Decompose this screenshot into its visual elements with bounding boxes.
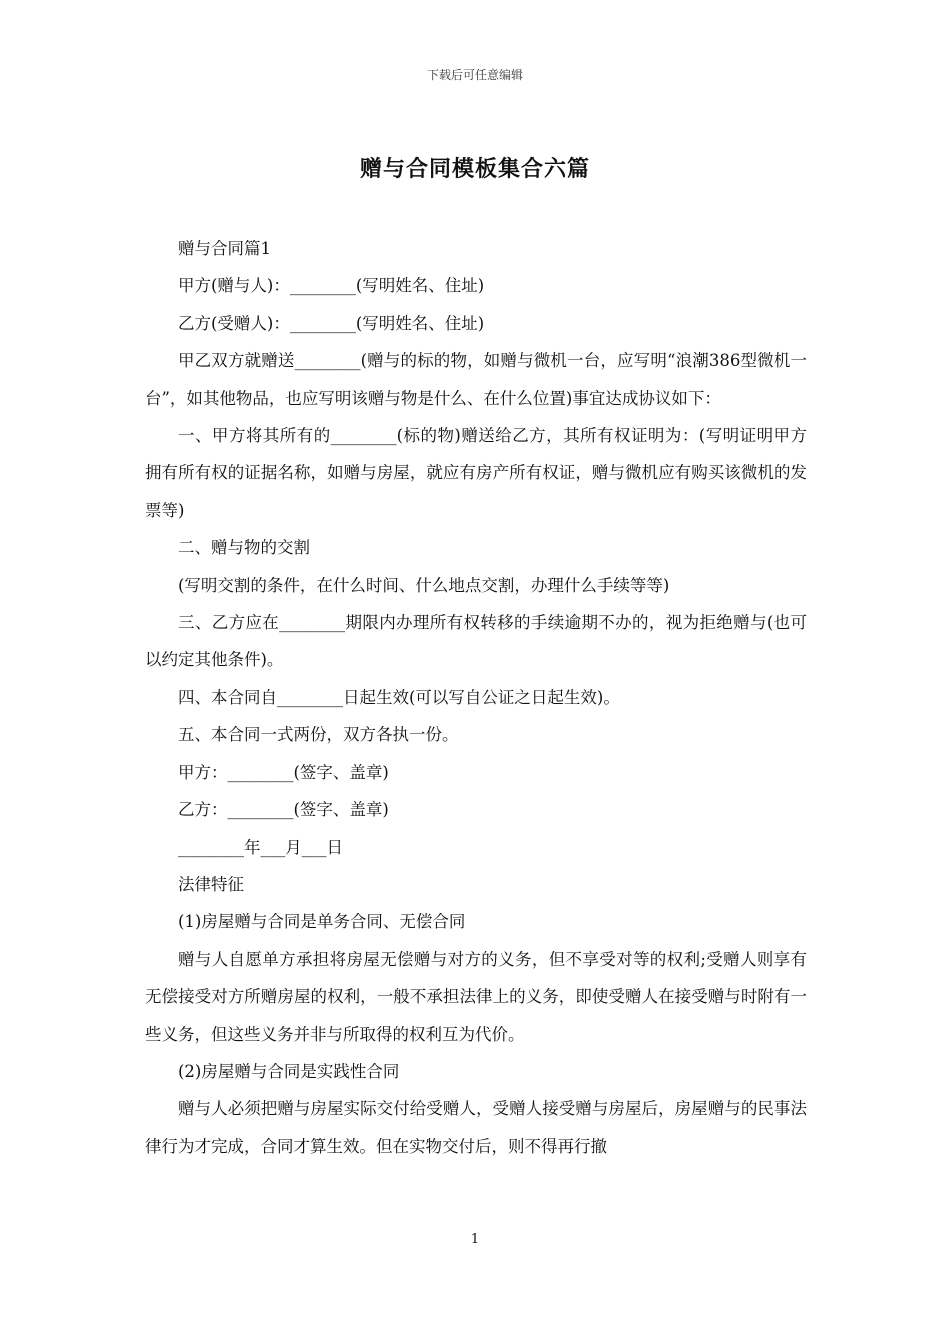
paragraph: 法律特征 — [178, 874, 244, 894]
paragraph: 甲乙双方就赠送________(赠与的标的物，如赠与微机一台，应写明“浪潮386型微机一台”，如其他物品，也应写明该赠与物是什么、在什么位置)事宜达成协议如下： — [145, 351, 807, 408]
paragraph: 三、乙方应在________期限内办理所有权转移的手续逾期不办的，视为拒绝赠与(也可以约定其他条件)。 — [145, 613, 807, 670]
paragraph: 二、赠与物的交割 — [178, 538, 310, 558]
page-number: 1 — [470, 1232, 480, 1247]
paragraph: 甲方：________(签字、盖章) — [178, 762, 389, 782]
paragraph: 赠与人必须把赠与房屋实际交付给受赠人，受赠人接受赠与房屋后，房屋赠与的民事法律行为才完成，合同才算生效。但在实物交付后，则不得再行撤 — [145, 1099, 807, 1156]
paragraph: (1)房屋赠与合同是单务合同、无偿合同 — [178, 912, 466, 932]
paragraph: 乙方：________(签字、盖章) — [178, 800, 389, 820]
paragraph: 赠与合同篇1 — [178, 239, 271, 258]
paragraph: 五、本合同一式两份，双方各执一份。 — [178, 725, 459, 745]
paragraph: 乙方(受赠人)：________(写明姓名、住址) — [178, 313, 485, 333]
document-title: 赠与合同模板集合六篇 — [359, 156, 590, 182]
paragraph: 甲方(赠与人)：________(写明姓名、住址) — [178, 276, 485, 296]
paragraph: 一、甲方将其所有的________(标的物)赠送给乙方，其所有权证明为：(写明证明甲方拥有所有权的证据名称，如赠与房屋，就应有房产所有权证，赠与微机应有购买该微机的发票等) — [145, 426, 807, 520]
paragraph: (2)房屋赠与合同是实践性合同 — [178, 1061, 400, 1081]
header-note: 下载后可任意编辑 — [426, 68, 523, 82]
paragraph: ________年___月___日 — [178, 837, 343, 857]
paragraph: (写明交割的条件，在什么时间、什么地点交割，办理什么手续等等) — [178, 575, 670, 595]
document-body — [145, 230, 807, 1165]
paragraph: 四、本合同自________日起生效(可以写自公证之日起生效)。 — [178, 687, 620, 707]
paragraph: 赠与人自愿单方承担将房屋无偿赠与对方的义务，但不享受对等的权利;受赠人则享有无偿接受对方所赠房屋的权利，一般不承担法律上的义务，即使受赠人在接受赠与时附有一些义务，但这些义务并非与所取得的权利互为代价。 — [145, 949, 807, 1044]
